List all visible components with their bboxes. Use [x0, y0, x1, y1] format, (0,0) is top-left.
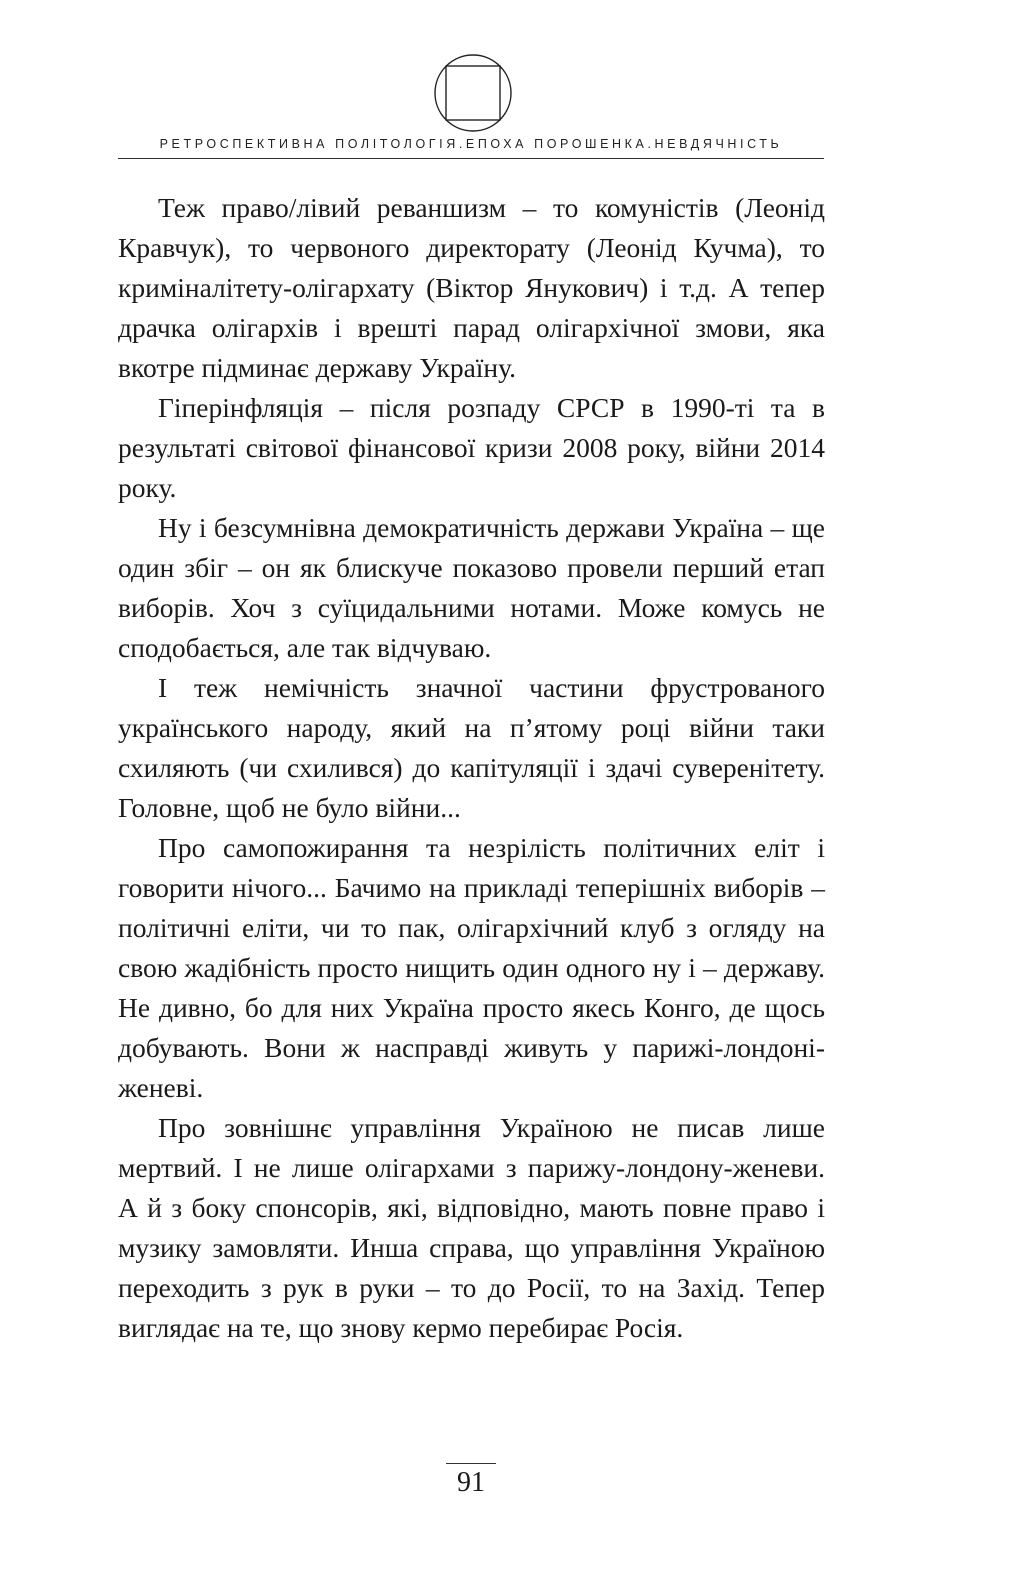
paragraph: Теж право/лівий реваншизм – то комуністів (Леонід Кравчук), то червоного директорату (Леонід Кучма), то криміналітету-олігархату (Віктор Янукович) і т.д. А тепер драчка олігархів і врешті парад олігархічної змови, яка вкотре підминає державу Україну.	[118, 192, 825, 383]
paragraph: І теж немічність значної частини фрустрованого українського народу, який на п’ятому році війни таки схиляють (чи схилився) до капітуляції і здачі суверенітету. Головне, щоб не було війни...	[118, 672, 825, 823]
paragraph: Ну і безсумнівна демократичність держави Україна – ще один збіг – он як блискуче показово провели перший етап виборів. Хоч з суїцидальними нотами. Може комусь не сподобається, але так відчуваю.	[118, 512, 825, 663]
circle-square-emblem-icon	[432, 52, 514, 134]
page-number: 91	[446, 1463, 496, 1500]
paragraph: Гіперінфляція – після розпаду СРСР в 1990-ті та в результаті світової фінансової кризи 2008 року, війни 2014 року.	[118, 392, 825, 503]
paragraph: Про самопожирання та незрілість політичних еліт і говорити нічого... Бачимо на прикладі теперішніх виборів – політичні еліти, чи то пак, олігархічний клуб з огляду на свою жадібність просто нищить один одного ну і – державу. Не дивно, бо для них Україна просто якесь Конго, де щось добувають. Вони ж насправді живуть у парижі-лондоні-женеві.	[118, 832, 825, 1103]
running-head: РЕТРОСПЕКТИВНА ПОЛІТОЛОГІЯ.ЕПОХА ПОРОШЕНКА.НЕВДЯЧНІСТЬ	[159, 137, 783, 151]
body-text	[118, 188, 825, 1348]
paragraph: Про зовнішнє управління Україною не писав лише мертвий. І не лише олігархами з парижу-лондону-женеви. А й з боку спонсорів, які, відповідно, мають повне право і музику замовляти. Инша справа, що управління Україною переходить з рук в руки – то до Росії, то на Захід. Тепер виглядає на те, що знову кермо перебирає Росія.	[118, 1112, 825, 1343]
header-rule	[118, 158, 824, 159]
